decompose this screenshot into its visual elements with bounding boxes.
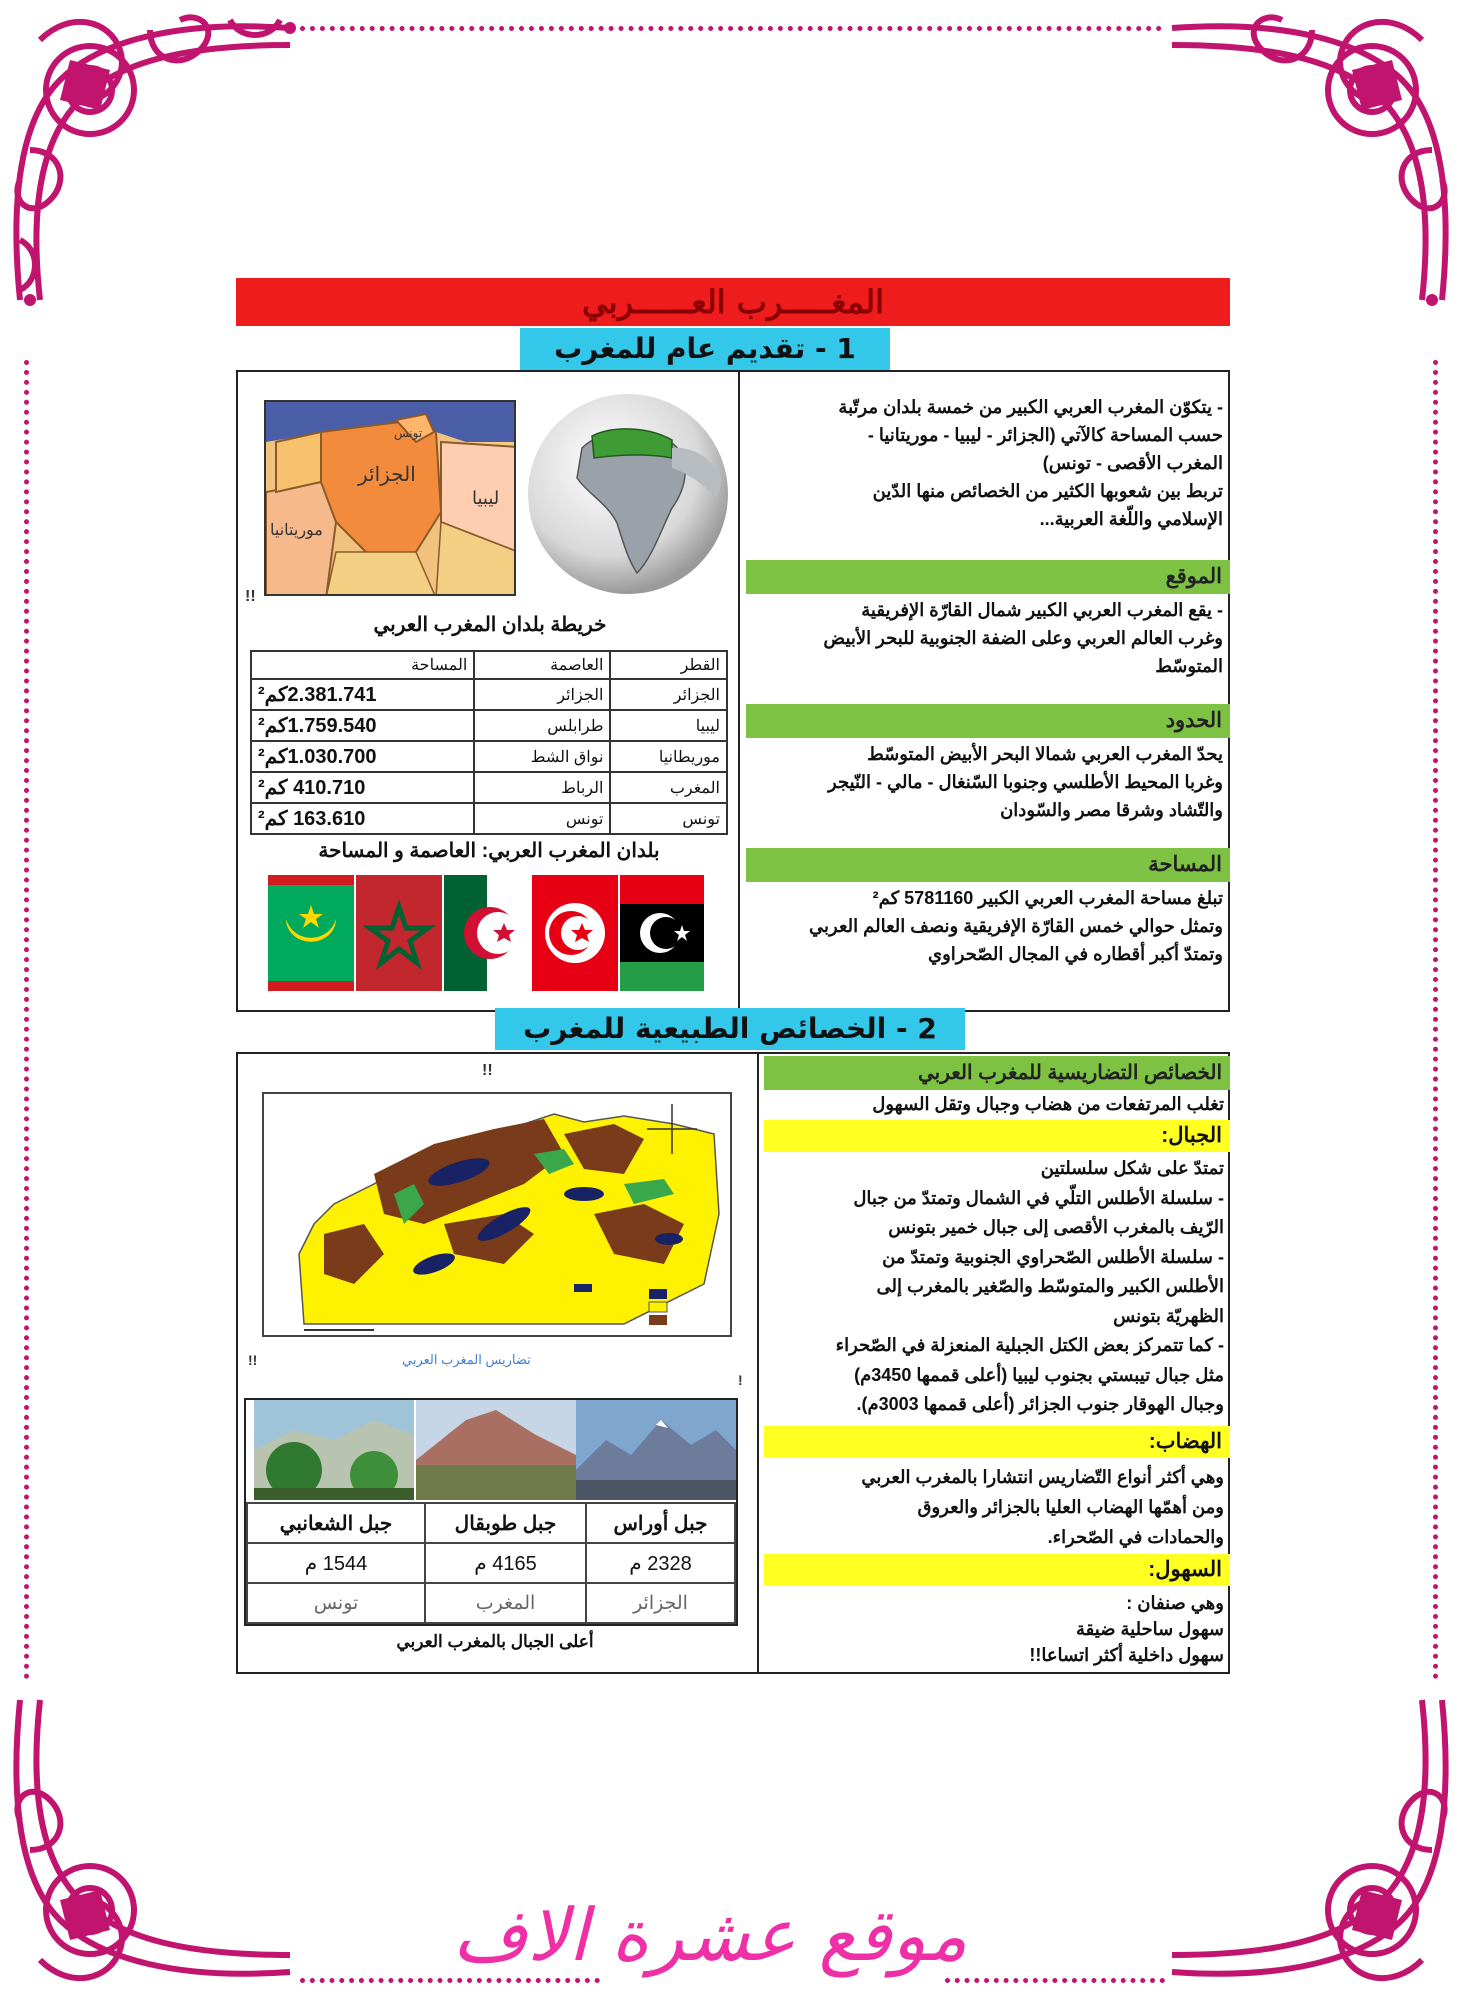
flag-morocco-icon [356, 875, 442, 991]
photo-toubkal-mountain [416, 1400, 576, 1500]
note-marks: !! [245, 588, 256, 605]
country-cell: تونس [610, 803, 727, 834]
plateaus-title: الهضاب: [764, 1426, 1230, 1458]
area-title: المساحة [746, 848, 1230, 882]
map-caption: خريطة بلدان المغرب العربي [373, 614, 607, 636]
peak-name: جبل الشعانبي [247, 1503, 425, 1543]
table-header: المساحة [251, 651, 474, 679]
frame-dotted-top [300, 26, 1162, 31]
table-row [251, 772, 727, 803]
intro-text: - يتكوّن المغرب العربي الكبير من خمسة بلدان مرتّبة حسب المساحة كالآتي (الجزائر - ليبيا - موريتانيا - المغرب الأقصى - تونس) تربط بين شعوبها الكثير من الخصائص منها الدّين الإسلامي واللّغة العربية... [838, 397, 1223, 529]
relief-intro: تغلب المرتفعات من هضاب وجبال وتقل السهول [872, 1094, 1224, 1114]
table-header: القطر [610, 651, 727, 679]
flag-libya-icon [620, 875, 704, 991]
corner-ornament-icon [0, 1680, 300, 2000]
section1-heading: 1 - تقديم عام للمغرب [520, 328, 890, 370]
peak-country: المغرب [425, 1583, 586, 1623]
site-watermark: موقع عشرة الاف [452, 1893, 968, 1977]
borders-title: الحدود [746, 704, 1230, 738]
area-cell: 163.610 كم² [251, 803, 474, 834]
corner-ornament-icon [1162, 1680, 1462, 2000]
plateaus-text: وهي أكثر أنواع التّضاريس انتشارا بالمغرب العربي ومن أهمّها الهضاب العليا بالجزائر والعروق والحمادات في الصّحراء. [861, 1467, 1224, 1547]
countries-table [250, 650, 728, 835]
flags-image [268, 875, 704, 991]
capital-cell: تونس [474, 803, 610, 834]
country-cell: المغرب [610, 772, 727, 803]
map-label-libya: ليبيا [472, 488, 500, 508]
area-text: تبلغ مساحة المغرب العربي الكبير 5781160 كم² وتمثل حوالي خمس القارّة الإفريقية ونصف العالم العربي وتمتدّ أكبر أقطاره في المجال الصّحراوي [809, 888, 1223, 964]
location-title: الموقع [746, 560, 1230, 594]
table-row [251, 710, 727, 741]
flag-mauritania-icon [268, 875, 354, 991]
table-header: العاصمة [474, 651, 610, 679]
capital-cell: طرابلس [474, 710, 610, 741]
section2-divider [757, 1052, 759, 1674]
table-row [247, 1583, 735, 1623]
country-cell: ليبيا [610, 710, 727, 741]
map-label-algeria: الجزائر [358, 464, 416, 486]
peak-name: جبل أوراس [586, 1503, 735, 1543]
flag-algeria-icon [444, 875, 530, 991]
area-cell: 2.381.741كم² [251, 679, 474, 710]
note-marks: ! [738, 1372, 743, 1388]
table-header-row [251, 651, 727, 679]
mountains-text: تمتدّ على شكل سلسلتين - سلسلة الأطلس التلّي في الشمال وتمتدّ من جبال الرّيف بالمغرب الأقصى إلى جبال خمير بتونس - سلسلة الأطلس الصّحراوي الجنوبية وتمتدّ من الأطلس الكبير والمتوسّط والصّغير بالمغرب إلى الظهريّة بتونس - كما تتمركز بعض الكتل الجبلية المنعزلة في الصّحراء مثل جبال تيبستي بجنوب ليبيا (أعلى قممها 3450م) وجبال الهوقار جنوب الجزائر (أعلى قممها 3003م). [835, 1158, 1224, 1414]
relief-title: الخصائص التضاريسية للمغرب العربي [764, 1056, 1230, 1090]
note-marks: !! [248, 1352, 258, 1368]
maghreb-map [264, 400, 516, 596]
peak-height: 1544 م [247, 1543, 425, 1583]
note-marks: !! [482, 1062, 493, 1079]
table-row [251, 679, 727, 710]
peak-name: جبل طوبقال [425, 1503, 586, 1543]
borders-text: يحدّ المغرب العربي شمالا البحر الأبيض المتوسّط وغربا المحيط الأطلسي وجنوبا السّنغال - مالي - النّيجر والتّشاد وشرقا مصر والسّودان [828, 744, 1223, 820]
location-text: - يقع المغرب العربي الكبير شمال القارّة الإفريقية وغرب العالم العربي وعلى الضفة الجنوبية للبحر الأبيض المتوسّط [823, 600, 1223, 676]
corner-ornament-icon [1162, 0, 1462, 320]
area-cell: 1.030.700كم² [251, 741, 474, 772]
capital-cell: نواق الشط [474, 741, 610, 772]
plains-text: وهي صنفان : سهول ساحلية ضيقة سهول داخلية أكثر اتساعا!! [1029, 1593, 1224, 1665]
map-label-mauritania: موريتانيا [270, 522, 323, 539]
frame-dotted-left [24, 360, 29, 1680]
globe-icon [522, 388, 734, 600]
capital-cell: الرباط [474, 772, 610, 803]
relief-map-caption: تضاريس المغرب العربي [402, 1352, 531, 1367]
area-cell: 1.759.540كم² [251, 710, 474, 741]
relief-map [262, 1092, 732, 1337]
section1-divider [738, 370, 740, 1012]
table-row [247, 1503, 735, 1543]
map-label-tunisia: تونس [394, 426, 423, 440]
table-caption: بلدان المغرب العربي: العاصمة و المساحة [318, 840, 660, 862]
peaks-table [246, 1502, 736, 1624]
area-cell: 410.710 كم² [251, 772, 474, 803]
peaks-caption: أعلى الجبال بالمغرب العربي [396, 1632, 594, 1651]
corner-ornament-icon [0, 0, 300, 320]
table-row [251, 803, 727, 834]
peak-country: الجزائر [586, 1583, 735, 1623]
flag-tunisia-icon [532, 875, 618, 991]
peak-height: 2328 م [586, 1543, 735, 1583]
country-cell: الجزائر [610, 679, 727, 710]
section2-heading: 2 - الخصائص الطبيعية للمغرب [495, 1008, 965, 1050]
capital-cell: الجزائر [474, 679, 610, 710]
frame-dotted-right [1433, 360, 1438, 1680]
photo-chambi-mountain [254, 1400, 414, 1500]
photo-aures-mountain [576, 1400, 736, 1500]
table-row [247, 1543, 735, 1583]
peak-country: تونس [247, 1583, 425, 1623]
mountains-title: الجبال: [764, 1120, 1230, 1152]
peak-height: 4165 م [425, 1543, 586, 1583]
page-title: المغـــــرب العــــــربي [236, 278, 1230, 326]
table-row [251, 741, 727, 772]
plains-title: السهول: [764, 1554, 1230, 1586]
country-cell: موريطانيا [610, 741, 727, 772]
